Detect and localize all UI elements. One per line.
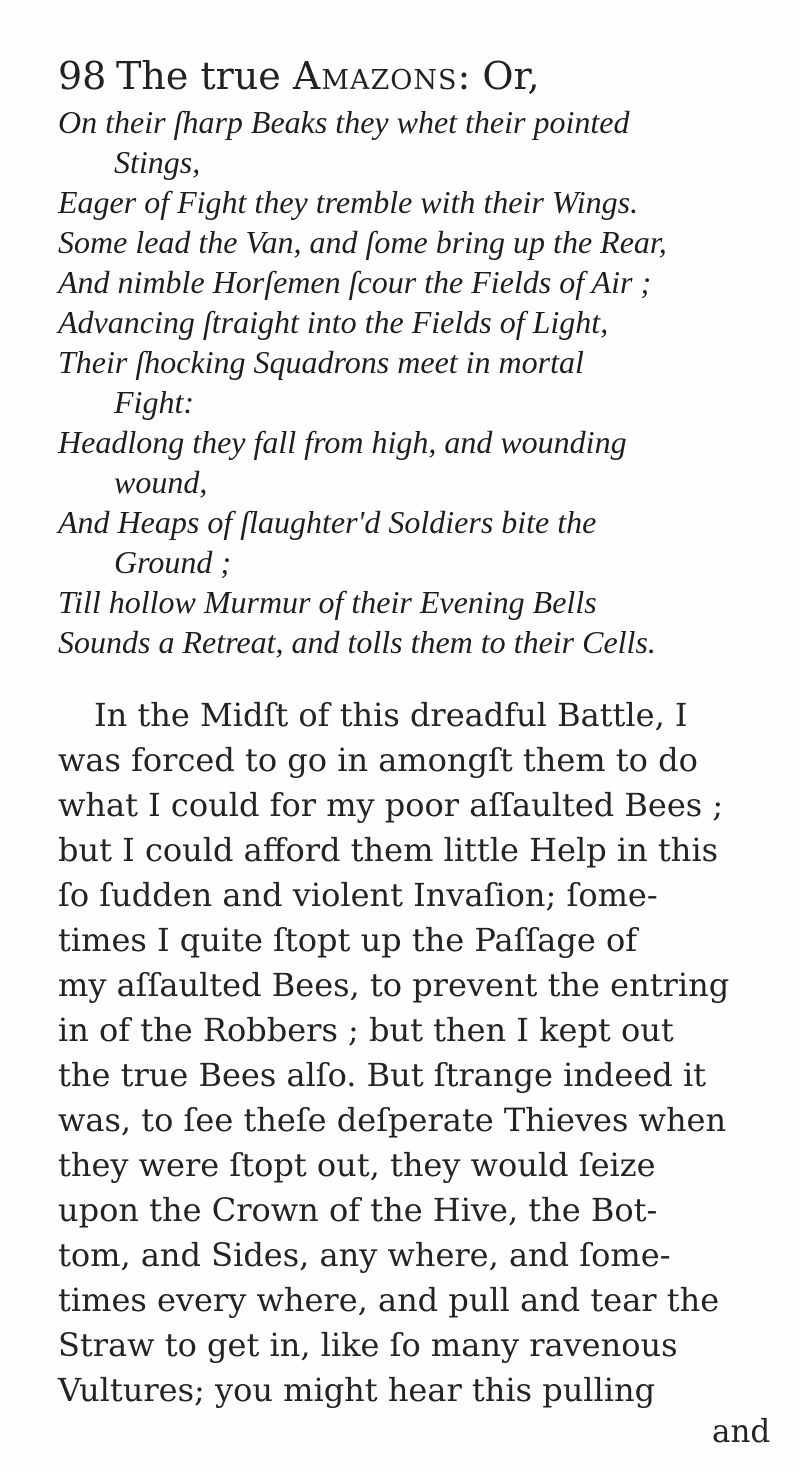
prose-line: they were ſtopt out, they would ſeize <box>58 1146 656 1184</box>
running-head <box>58 54 778 98</box>
verse-line: Till hollow Murmur of their Evening Bells <box>58 584 597 620</box>
verse-line: Some lead the Van, and ſome bring up the Rear, <box>58 224 667 260</box>
verse-line: Their ſhocking Squadrons meet in mortal <box>58 344 584 380</box>
verse-line: And nimble Horſemen ſcour the Fields of Air ; <box>58 264 652 300</box>
verse-line: Eager of Fight they tremble with their Wings. <box>58 184 639 220</box>
prose-line: was, to ſee theſe deſperate Thieves when <box>58 1101 727 1139</box>
prose-line: my aſſaulted Bees, to prevent the entring <box>58 966 730 1004</box>
prose-line: was forced to go in amongſt them to do <box>58 741 698 779</box>
verse-line: Headlong they fall from high, and wounding <box>58 424 627 460</box>
page-number: 98 <box>58 54 107 98</box>
running-title-smallcaps: Amazons <box>292 54 458 98</box>
running-title-suffix: : Or, <box>457 54 540 98</box>
verse-line: Advancing ſtraight into the Fields of Light, <box>58 304 609 340</box>
prose-line: In the Midſt of this dreadful Battle, I <box>94 696 688 734</box>
verse-line: wound, <box>114 464 208 500</box>
prose-line: times every where, and pull and tear the <box>58 1281 720 1319</box>
prose-line: what I could for my poor aſſaulted Bees ; <box>58 786 724 824</box>
verse-line: Sounds a Retreat, and tolls them to their Cells. <box>58 624 656 660</box>
verse-line: And Heaps of ſlaughter'd Soldiers bite the <box>58 504 597 540</box>
prose-line: the true Bees alſo. But ſtrange indeed it <box>58 1056 707 1094</box>
prose-line: upon the Crown of the Hive, the Bot- <box>58 1191 658 1229</box>
prose-line: tom, and Sides, any where, and ſome- <box>58 1236 671 1274</box>
catchword: and <box>712 1412 771 1450</box>
prose-line: but I could afford them little Help in this <box>58 831 718 869</box>
verse-line: On their ſharp Beaks they whet their pointed <box>58 104 630 140</box>
verse-line: Fight: <box>114 384 194 420</box>
prose-line: times I quite ſtopt up the Paſſage of <box>58 921 638 959</box>
verse-line: Ground ; <box>114 544 232 580</box>
prose-line: Vultures; you might hear this pulling <box>58 1371 656 1409</box>
prose-line: ſo ſudden and violent Invaſion; ſome- <box>58 876 658 914</box>
verse-line: Stings, <box>114 144 201 180</box>
prose-line: Straw to get in, like ſo many ravenous <box>58 1326 678 1364</box>
prose-line: in of the Robbers ; but then I kept out <box>58 1011 674 1049</box>
running-title-prefix: The true <box>116 54 293 98</box>
